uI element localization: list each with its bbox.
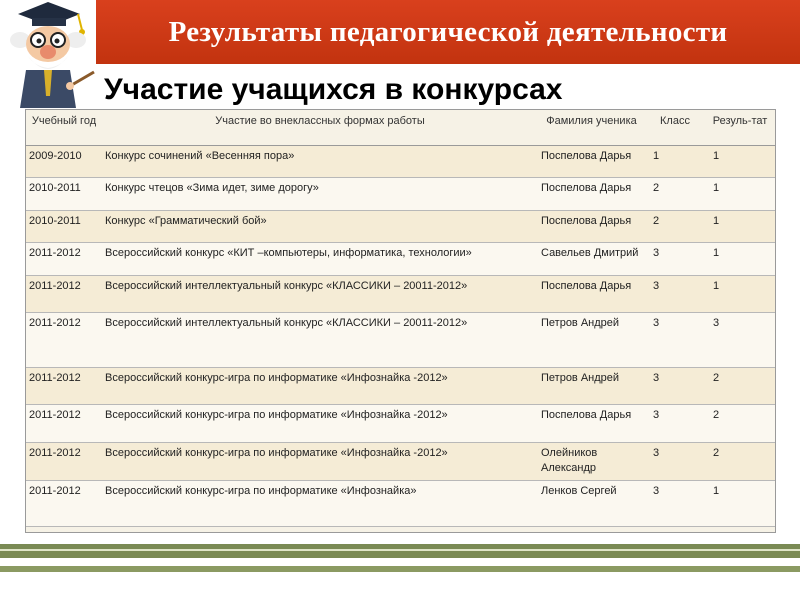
cell-result: 1 — [705, 211, 775, 243]
cell-event: Конкурс чтецов «Зима идет, зиме дорогу» — [102, 178, 538, 211]
cell-event: Всероссийский интеллектуальный конкурс «КЛАССИКИ – 20011-2012» — [102, 313, 538, 368]
results-table-container — [25, 109, 776, 533]
cell-year: 2009-2010 — [26, 146, 102, 178]
table-row — [26, 211, 775, 243]
results-table — [26, 110, 775, 527]
cell-year: 2011-2012 — [26, 313, 102, 368]
cell-grade: 3 — [645, 276, 705, 313]
table-row — [26, 243, 775, 276]
footer-bar — [0, 544, 800, 558]
cell-student: Поспелова Дарья — [538, 276, 645, 313]
cell-event: Всероссийский конкурс-игра по информатике «Инфознайка -2012» — [102, 368, 538, 405]
cell-student: Олейников Александр — [538, 443, 645, 481]
cell-result: 1 — [705, 178, 775, 211]
cell-year: 2010-2011 — [26, 178, 102, 211]
table-row — [26, 276, 775, 313]
table-row — [26, 146, 775, 178]
cell-grade: 3 — [645, 443, 705, 481]
cell-student: Поспелова Дарья — [538, 211, 645, 243]
footer-bar-highlight — [0, 549, 800, 551]
table-row — [26, 443, 775, 481]
cell-student: Поспелова Дарья — [538, 405, 645, 443]
cell-event: Всероссийский конкурс «КИТ –компьютеры, информатика, технологии» — [102, 243, 538, 276]
cell-event: Всероссийский конкурс-игра по информатике «Инфознайка -2012» — [102, 443, 538, 481]
cell-student: Поспелова Дарья — [538, 178, 645, 211]
cell-year: 2011-2012 — [26, 481, 102, 527]
cell-year: 2011-2012 — [26, 243, 102, 276]
cell-result: 2 — [705, 405, 775, 443]
table-row — [26, 178, 775, 211]
cell-result: 1 — [705, 146, 775, 178]
cell-result: 1 — [705, 243, 775, 276]
cell-grade: 3 — [645, 368, 705, 405]
column-header-year: Учебный год — [26, 110, 102, 146]
cell-year: 2011-2012 — [26, 405, 102, 443]
table-row — [26, 405, 775, 443]
cell-student: Петров Андрей — [538, 368, 645, 405]
cell-result: 1 — [705, 481, 775, 527]
table-row — [26, 368, 775, 405]
cell-event: Всероссийский конкурс-игра по информатике «Инфознайка -2012» — [102, 405, 538, 443]
professor-mascot-icon — [0, 0, 96, 108]
cell-grade: 1 — [645, 146, 705, 178]
cell-result: 2 — [705, 368, 775, 405]
table-row — [26, 481, 775, 527]
cell-student: Ленков Сергей — [538, 481, 645, 527]
cell-grade: 3 — [645, 313, 705, 368]
cell-grade: 3 — [645, 481, 705, 527]
cell-event: Конкурс сочинений «Весенняя пора» — [102, 146, 538, 178]
column-header-student: Фамилия ученика — [538, 110, 645, 146]
cell-grade: 2 — [645, 211, 705, 243]
cell-event: Конкурс «Грамматический бой» — [102, 211, 538, 243]
table-header-row — [26, 110, 775, 146]
cell-grade: 3 — [645, 405, 705, 443]
cell-year: 2010-2011 — [26, 211, 102, 243]
column-header-result: Резуль-тат — [705, 110, 775, 146]
column-header-event: Участие во внеклассных формах работы — [102, 110, 538, 146]
page-title: Результаты педагогической деятельности — [168, 15, 728, 48]
cell-year: 2011-2012 — [26, 443, 102, 481]
cell-result: 1 — [705, 276, 775, 313]
cell-student: Петров Андрей — [538, 313, 645, 368]
cell-grade: 2 — [645, 178, 705, 211]
cell-year: 2011-2012 — [26, 368, 102, 405]
cell-event: Всероссийский интеллектуальный конкурс «КЛАССИКИ – 20011-2012» — [102, 276, 538, 313]
title-banner — [96, 0, 800, 64]
cell-event: Всероссийский конкурс-игра по информатике «Инфознайка» — [102, 481, 538, 527]
table-row — [26, 313, 775, 368]
footer-bar-lower — [0, 566, 800, 572]
cell-student: Савельев Дмитрий — [538, 243, 645, 276]
cell-result: 3 — [705, 313, 775, 368]
cell-grade: 3 — [645, 243, 705, 276]
cell-student: Поспелова Дарья — [538, 146, 645, 178]
cell-year: 2011-2012 — [26, 276, 102, 313]
section-subtitle: Участие учащихся в конкурсах — [104, 73, 563, 106]
column-header-grade: Класс — [645, 110, 705, 146]
cell-result: 2 — [705, 443, 775, 481]
